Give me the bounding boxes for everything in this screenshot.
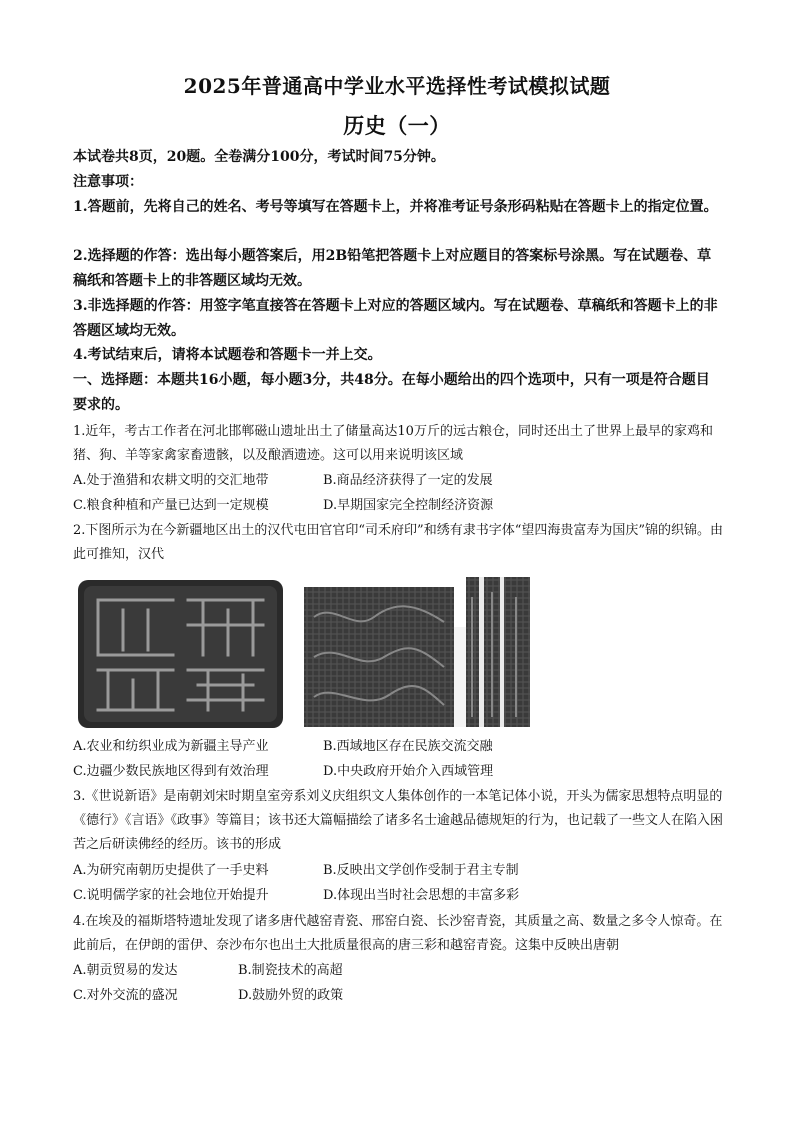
question-2-option-a[interactable]: A.农业和纺织业成为新疆主导产业 — [73, 739, 269, 754]
question-4-options — [73, 958, 723, 1008]
brocade-right-strips — [466, 577, 530, 727]
question-3-option-c[interactable]: C.说明儒学家的社会地位开始提升 — [73, 888, 269, 903]
brocade-strip-gap-2 — [500, 577, 504, 727]
question-3-option-a[interactable]: A.为研究南朝历史提供了一手史料 — [73, 863, 269, 878]
question-4-option-d[interactable]: D.鼓励外贸的政策 — [238, 988, 344, 1003]
question-1-option-d[interactable]: D.早期国家完全控制经济资源 — [323, 498, 494, 513]
question-2-option-d[interactable]: D.中央政府开始介入西域管理 — [323, 764, 494, 779]
question-3-option-b[interactable]: B.反映出文学创作受制于君主专制 — [323, 863, 519, 878]
question-2-options — [73, 734, 723, 784]
question-1-option-b[interactable]: B.商品经济获得了一定的发展 — [323, 473, 493, 488]
question-1-option-c[interactable]: C.粮食种植和产量已达到一定规模 — [73, 498, 269, 513]
question-3-option-d[interactable]: D.体现出当时社会思想的丰富多彩 — [323, 888, 520, 903]
question-3-stem: 3.《世说新语》是南朝刘宋时期皇室旁系刘义庆组织文人集体创作的一本笔记体小说，开头为儒家思想特点明显的《德行》《言语》《政事》等篇目；该书还大篇幅描绘了诸多名士逾越品德规矩的行为，也记载了一些文人在陷入困苦之后研读佛经的经历。该书的形成 — [73, 789, 724, 852]
instruction-item-1: 1.答题前，先将自己的姓名、考号等填写在答题卡上，并将准考证号条形码粘贴在答题卡上的指定位置。 — [73, 199, 718, 215]
question-1-option-a[interactable]: A.处于渔猎和农耕文明的交汇地带 — [73, 473, 269, 488]
question-4-stem: 4.在埃及的福斯塔特遗址发现了诸多唐代越窑青瓷、邢窑白瓷、长沙窑青瓷，其质量之高、数量之多令人惊奇。在此前后，在伊朗的雷伊、奈沙布尔也出土大批质量很高的唐三彩和越窑青瓷。这集中反映出唐朝 — [73, 914, 723, 953]
question-2-option-b[interactable]: B.西域地区存在民族交流交融 — [323, 739, 493, 754]
section-header: 一、选择题：本题共16小题，每小题3分，共48分。在每小题给出的四个选项中，只有一项是符合题目要求的。 — [73, 372, 710, 413]
official-seal-image — [78, 580, 283, 728]
question-3-options — [73, 858, 723, 908]
question-4-option-c[interactable]: C.对外交流的盛况 — [73, 988, 178, 1003]
question-4-option-a[interactable]: A.朝贡贸易的发达 — [73, 963, 178, 978]
instruction-item-4: 4.考试结束后，请将本试题卷和答题卡一并上交。 — [73, 347, 382, 363]
instructions-intro: 本试卷共8页，20题。全卷满分100分，考试时间75分钟。 — [73, 149, 445, 165]
question-2-stem: 2.下图所示为在今新疆地区出土的汉代屯田官官印“司禾府印”和绣有隶书字体“望四海贵富寿为国庆”锦的织锦。由此可推知，汉代 — [73, 523, 723, 562]
instruction-item-3: 3.非选择题的作答：用签字笔直接答在答题卡上对应的答题区域内。写在试题卷、草稿纸和答题卡上的非答题区域均无效。 — [73, 298, 718, 339]
brocade-strip-gap-1 — [479, 577, 484, 727]
exam-title: 2025年普通高中学业水平选择性考试模拟试题 — [183, 74, 611, 98]
instructions-heading: 注意事项： — [73, 174, 143, 190]
instruction-item-2: 2.选择题的作答：选出每小题答案后，用2B铅笔把答题卡上对应题目的答案标号涂黑。写在试题卷、草稿纸和答题卡上的非答题区域均无效。 — [73, 248, 712, 289]
question-2-option-c[interactable]: C.边疆少数民族地区得到有效治理 — [73, 764, 269, 779]
exam-subtitle: 历史（一） — [343, 113, 451, 138]
question-4-option-b[interactable]: B.制瓷技术的高超 — [238, 963, 343, 978]
question-1-options — [73, 468, 723, 518]
brocade-gap — [454, 627, 466, 727]
question-1-stem: 1.近年，考古工作者在河北邯郸磁山遗址出土了储量高达10万斤的远古粮仓，同时还出土了世界上最早的家鸡和猪、狗、羊等家禽家畜遗骸，以及酿酒遗迹。这可以用来说明该区域 — [73, 424, 713, 463]
embroidered-brocade-image — [304, 577, 530, 727]
